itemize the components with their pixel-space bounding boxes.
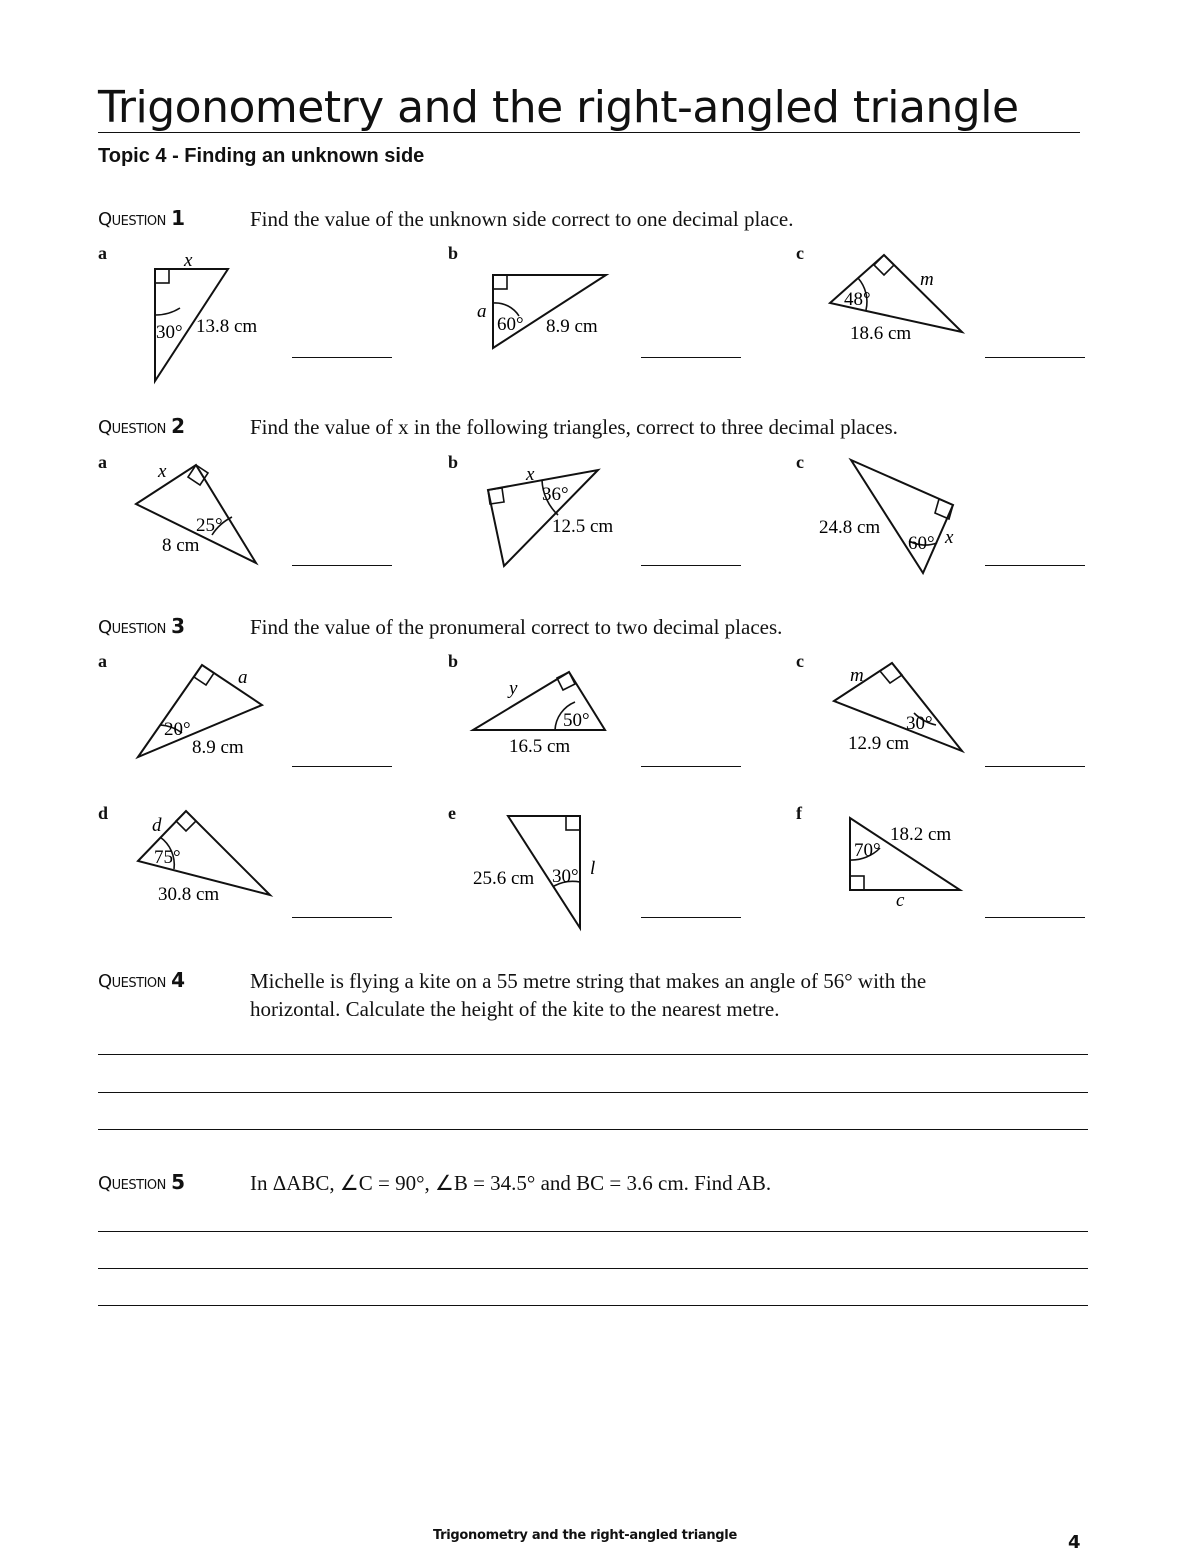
q2-part-b-label: b: [448, 452, 459, 472]
q4-writing-line[interactable]: [98, 1129, 1088, 1130]
q3b-triangle-diagram: [465, 662, 625, 762]
question-number: 3: [171, 614, 185, 638]
q3-part-a-label: a: [98, 651, 107, 671]
q5-writing-line[interactable]: [98, 1268, 1088, 1269]
q2c-answer-line[interactable]: [985, 565, 1085, 566]
q3c-angle-label: 30°: [906, 713, 933, 734]
q3d-triangle-diagram: [130, 805, 280, 910]
question-3-label: [98, 614, 185, 638]
q4-writing-line[interactable]: [98, 1054, 1088, 1055]
q3-part-d-label: d: [98, 803, 109, 823]
q3-part-c-label: c: [796, 651, 804, 671]
q3c-answer-line[interactable]: [985, 766, 1085, 767]
q2c-angle-label: 60°: [908, 533, 935, 554]
q3c-given-side: 12.9 cm: [848, 733, 910, 754]
q1c-triangle-diagram: [822, 245, 982, 350]
q1-part-b-label: b: [448, 243, 459, 263]
page-footer: Trigonometry and the right-angled triangle: [433, 1528, 737, 1543]
question-word: Question: [98, 1173, 166, 1194]
q2c-given-side: 24.8 cm: [819, 517, 881, 538]
q2a-given-side: 8 cm: [162, 535, 200, 556]
page-title: Trigonometry and the right-angled triangle: [98, 82, 1019, 133]
q2-part-c-label: c: [796, 452, 804, 472]
question-4-text-line-1: Michelle is flying a kite on a 55 metre string that makes an angle of 56° with the: [250, 969, 927, 993]
q3b-side-label: y: [509, 678, 518, 699]
q3e-given-side: 25.6 cm: [473, 868, 535, 889]
question-4-text-line-2: horizontal. Calculate the height of the kite to the nearest metre.: [250, 997, 780, 1021]
question-word: Question: [98, 209, 166, 230]
q3a-given-side: 8.9 cm: [192, 737, 244, 758]
q3f-given-side: 18.2 cm: [890, 824, 952, 845]
q3f-side-label: c: [896, 890, 905, 911]
q3-part-b-label: b: [448, 651, 459, 671]
q3-part-f-label: f: [796, 803, 802, 823]
q1c-angle-label: 48°: [844, 289, 871, 310]
question-number: 2: [171, 414, 185, 438]
q1c-answer-line[interactable]: [985, 357, 1085, 358]
q1a-answer-line[interactable]: [292, 357, 392, 358]
q3b-answer-line[interactable]: [641, 766, 741, 767]
question-word: Question: [98, 971, 166, 992]
q2b-answer-line[interactable]: [641, 565, 741, 566]
q3c-triangle-diagram: [830, 655, 980, 765]
q3a-angle-label: 20°: [164, 719, 191, 740]
question-number: 4: [171, 968, 185, 992]
q3e-angle-label: 30°: [552, 866, 579, 887]
q2-part-a-label: a: [98, 452, 107, 472]
q2a-angle-label: 25°: [196, 515, 223, 536]
q1a-side-label: x: [184, 250, 193, 271]
question-2-text: Find the value of x in the following triangles, correct to three decimal places.: [250, 415, 898, 439]
q3a-side-label: a: [238, 667, 248, 688]
question-3-text: Find the value of the pronumeral correct to two decimal places.: [250, 615, 783, 639]
q1b-angle-label: 60°: [497, 314, 524, 335]
q3d-side-label: d: [152, 815, 162, 836]
q3d-given-side: 30.8 cm: [158, 884, 220, 905]
q2a-side-label: x: [158, 461, 167, 482]
q2b-given-side: 12.5 cm: [552, 516, 614, 537]
q3b-given-side: 16.5 cm: [509, 736, 571, 757]
q5-writing-line[interactable]: [98, 1231, 1088, 1232]
question-5-label: [98, 1170, 185, 1194]
question-1-label: [98, 206, 185, 230]
q3c-side-label: m: [850, 665, 864, 686]
q1b-answer-line[interactable]: [641, 357, 741, 358]
q3-part-e-label: e: [448, 803, 456, 823]
q2a-triangle-diagram: [130, 455, 270, 570]
q1a-angle-label: 30°: [156, 322, 183, 343]
q3f-angle-label: 70°: [854, 840, 881, 861]
q5-writing-line[interactable]: [98, 1305, 1088, 1306]
q1b-side-label: a: [477, 301, 487, 322]
q3f-triangle-diagram: [840, 810, 990, 915]
q1c-given-side: 18.6 cm: [850, 323, 912, 344]
q1c-side-label: m: [920, 269, 934, 290]
q2b-angle-label: 36°: [542, 484, 569, 505]
q1a-given-side: 13.8 cm: [196, 316, 258, 337]
question-4-label: [98, 968, 185, 992]
question-4-text: [250, 967, 1080, 1023]
q1b-given-side: 8.9 cm: [546, 316, 598, 337]
q1-part-c-label: c: [796, 243, 804, 263]
question-2-label: [98, 414, 185, 438]
q3a-triangle-diagram: [130, 655, 280, 765]
question-5-text: In ΔABC, ∠C = 90°, ∠B = 34.5° and BC = 3.6 cm. Find AB.: [250, 1171, 772, 1195]
question-word: Question: [98, 417, 166, 438]
q3e-answer-line[interactable]: [641, 917, 741, 918]
topic-heading: Topic 4 - Finding an unknown side: [98, 145, 425, 167]
q3a-answer-line[interactable]: [292, 766, 392, 767]
q3d-angle-label: 75°: [154, 847, 181, 868]
question-number: 5: [171, 1170, 185, 1194]
question-word: Question: [98, 617, 166, 638]
q2b-side-label: x: [526, 464, 535, 485]
q3e-side-label: l: [590, 858, 596, 879]
q3f-answer-line[interactable]: [985, 917, 1085, 918]
q2c-side-label: x: [945, 527, 954, 548]
question-1-text: Find the value of the unknown side correct to one decimal place.: [250, 207, 794, 231]
q4-writing-line[interactable]: [98, 1092, 1088, 1093]
q1b-triangle-diagram: [470, 265, 630, 355]
question-number: 1: [171, 206, 185, 230]
page-number: 4: [1068, 1532, 1081, 1553]
q2b-triangle-diagram: [478, 460, 638, 570]
q3d-answer-line[interactable]: [292, 917, 392, 918]
q1-part-a-label: a: [98, 243, 107, 263]
title-underline: [98, 132, 1080, 133]
q3e-triangle-diagram: [470, 810, 610, 935]
q3b-angle-label: 50°: [563, 710, 590, 731]
q1a-triangle-diagram: [140, 250, 280, 390]
q2c-triangle-diagram: [815, 455, 975, 580]
q2a-answer-line[interactable]: [292, 565, 392, 566]
